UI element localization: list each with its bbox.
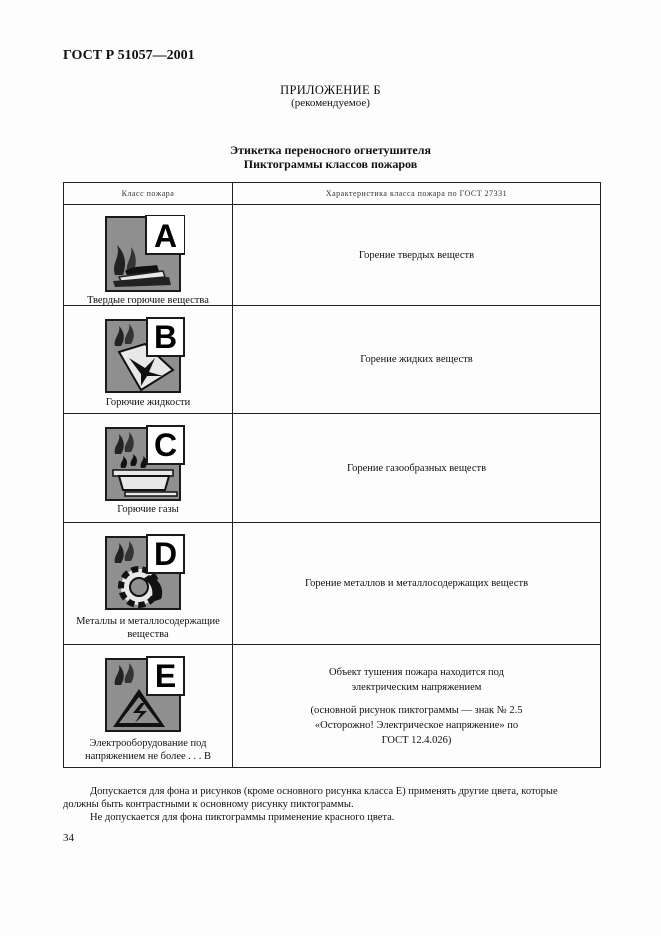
table-row — [64, 523, 601, 645]
table-row — [64, 414, 601, 523]
class-d-pictogram-icon — [105, 533, 185, 611]
characteristic-text: Горение твердых веществ — [358, 249, 475, 261]
page-number: 34 — [63, 832, 74, 844]
class-caption: Горючие газы — [117, 504, 179, 515]
table-header-row — [64, 183, 601, 205]
characteristic-text: Горение жидких веществ — [360, 354, 473, 365]
class-c-pictogram-icon — [105, 424, 185, 502]
characteristic-text: Горение металлов и металлосодержащих веществ — [304, 578, 529, 589]
characteristic-text: Объект тушения пожара находится под электрическим напряжением — [329, 666, 504, 693]
class-cell — [64, 414, 233, 523]
class-letter: A — [153, 218, 178, 254]
class-a-pictogram-icon — [105, 215, 185, 293]
heading-line-1: Этикетка переносного огнетушителя — [230, 143, 431, 157]
footer-paragraph-2: Не допускается для фона пиктограммы применение красного цвета. — [90, 812, 395, 823]
class-caption: Металлы и металлосодержащие вещества — [76, 616, 220, 640]
class-caption: Электрооборудование под напряжением не более . . . В — [84, 738, 212, 762]
class-e-pictogram-icon — [105, 655, 185, 733]
document-code: ГОСТ Р 51057—2001 — [63, 48, 195, 63]
class-caption: Горючие жидкости — [105, 397, 191, 408]
heading-line-2: Пиктограммы классов пожаров — [243, 157, 418, 171]
class-letter: B — [153, 319, 178, 355]
characteristic-note: (основной рисунок пиктограммы — знак № 2.5 «Осторожно! Электрическое напряжение» по ГОСТ 12.4.026) — [310, 704, 523, 746]
class-cell — [64, 523, 233, 645]
characteristic-cell — [233, 306, 601, 414]
class-letter: C — [153, 427, 178, 463]
characteristic-cell — [233, 645, 601, 768]
characteristic-cell — [233, 205, 601, 306]
table-row — [64, 205, 601, 306]
table-row — [64, 645, 601, 768]
column-header-class: Класс пожара — [64, 183, 233, 205]
characteristic-cell — [233, 414, 601, 523]
table-row — [64, 306, 601, 414]
class-letter: E — [154, 658, 177, 694]
class-cell — [64, 306, 233, 414]
class-cell — [64, 205, 233, 306]
fire-class-table — [63, 182, 601, 768]
characteristic-text: Горение газообразных веществ — [346, 462, 487, 474]
class-b-pictogram-icon — [105, 316, 185, 394]
footer-paragraph-1a: Допускается для фона и рисунков (кроме основного рисунка класса Е) применять другие цвета, которые — [90, 786, 558, 797]
class-letter: D — [153, 536, 178, 572]
appendix-title: ПРИЛОЖЕНИЕ Б — [280, 83, 381, 97]
class-cell — [64, 645, 233, 768]
footer-paragraph-1b: должны быть контрастными к основному рисунку пиктограммы. — [63, 799, 354, 810]
class-caption: Твердые горючие вещества — [87, 295, 209, 306]
column-header-characteristic: Характеристика класса пожара по ГОСТ 27331 — [233, 183, 601, 205]
appendix-subtitle: (рекомендуемое) — [291, 97, 370, 109]
characteristic-cell — [233, 523, 601, 645]
